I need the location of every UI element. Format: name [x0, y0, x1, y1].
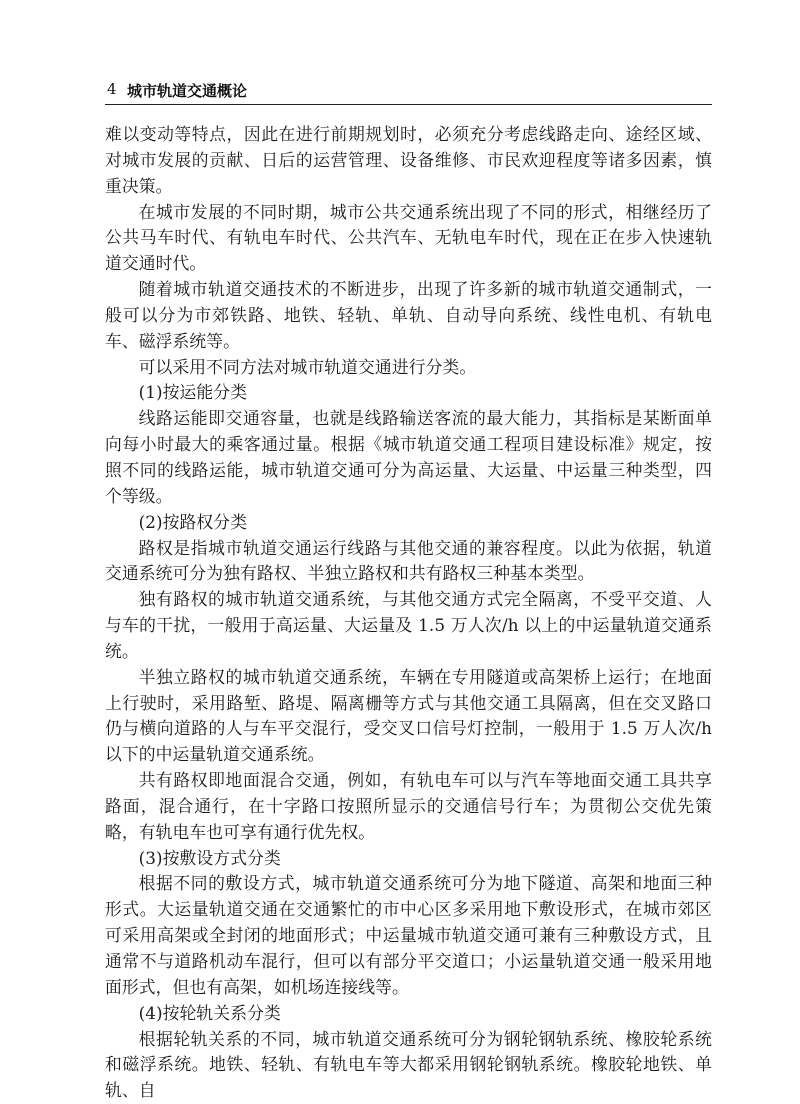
- paragraph: 随着城市轨道交通技术的不断进步，出现了许多新的城市轨道交通制式，一般可以分为市郊铁路、地铁、轻轨、单轨、自动导向系统、线性电机、有轨电车、磁浮系统等。: [105, 279, 712, 351]
- paragraph: 路权是指城市轨道交通运行线路与其他交通的兼容程度。以此为依据，轨道交通系统可分为独有路权、半独立路权和共有路权三种基本类型。: [105, 537, 712, 584]
- paragraph: 线路运能即交通容量，也就是线路输送客流的最大能力，其指标是某断面单向每小时最大的乘客通过量。根据《城市轨道交通工程项目建设标准》规定，按照不同的线路运能，城市轨道交通可分为高运量、大运量、中运量三种类型，四个等级。: [105, 408, 712, 506]
- section-heading: (3)按敷设方式分类: [138, 847, 281, 868]
- paragraph: 在城市发展的不同时期，城市公共交通系统出现了不同的形式，相继经历了公共马车时代、有轨电车时代、公共汽车、无轨电车时代，现在正在步入快速轨道交通时代。: [105, 201, 712, 274]
- section-heading: (1)按运能分类: [138, 382, 248, 403]
- running-title: 城市轨道交通概论: [127, 82, 248, 100]
- running-header: [105, 80, 712, 105]
- paragraph: 共有路权即地面混合交通，例如，有轨电车可以与汽车等地面交通工具共享路面，混合通行，在十字路口按照所显示的交通信号行车；为贯彻公交优先策略，有轨电车也可享有通行优先权。: [105, 770, 712, 842]
- paragraph: 根据轮轨关系的不同，城市轨道交通系统可分为钢轮钢轨系统、橡胶轮系统和磁浮系统。地铁、轻轨、有轨电车等大都采用钢轮钢轨系统。橡胶轮地铁、单轨、自: [105, 1028, 712, 1101]
- section-heading: (4)按轮轨关系分类: [138, 1002, 281, 1023]
- paragraph: 独有路权的城市轨道交通系统，与其他交通方式完全隔离，不受平交道、人与车的干扰，一般用于高运量、大运量及 1.5 万人次/h 以上的中运量轨道交通系统。: [105, 589, 712, 661]
- paragraph: 半独立路权的城市轨道交通系统，车辆在专用隧道或高架桥上运行；在地面上行驶时，采用路堑、路堤、隔离栅等方式与其他交通工具隔离，但在交叉路口仍与横向道路的人与车平交混行，受交叉口信号灯控制，一般用于 1.5 万人次/h 以下的中运量轨道交通系统。: [105, 666, 712, 765]
- paragraph: 根据不同的敷设方式，城市轨道交通系统可分为地下隧道、高架和地面三种形式。大运量轨道交通在交通繁忙的市中心区多采用地下敷设形式，在城市郊区可采用高架或全封闭的地面形式；中运量城市轨道交通可兼有三种敷设方式，且通常不与道路机动车混行，但可以有部分平交道口；小运量轨道交通一般采用地面形式，但也有高架，如机场连接线等。: [105, 873, 712, 997]
- page-number: 4: [107, 80, 117, 98]
- paragraph: 难以变动等特点，因此在进行前期规划时，必须充分考虑线路走向、途经区域、对城市发展的贡献、日后的运营管理、设备维修、市民欢迎程度等诸多因素，慎重决策。: [105, 124, 712, 196]
- paragraph: 可以采用不同方法对城市轨道交通进行分类。: [138, 356, 477, 377]
- body-text: [105, 122, 712, 1104]
- section-heading: (2)按路权分类: [138, 511, 248, 532]
